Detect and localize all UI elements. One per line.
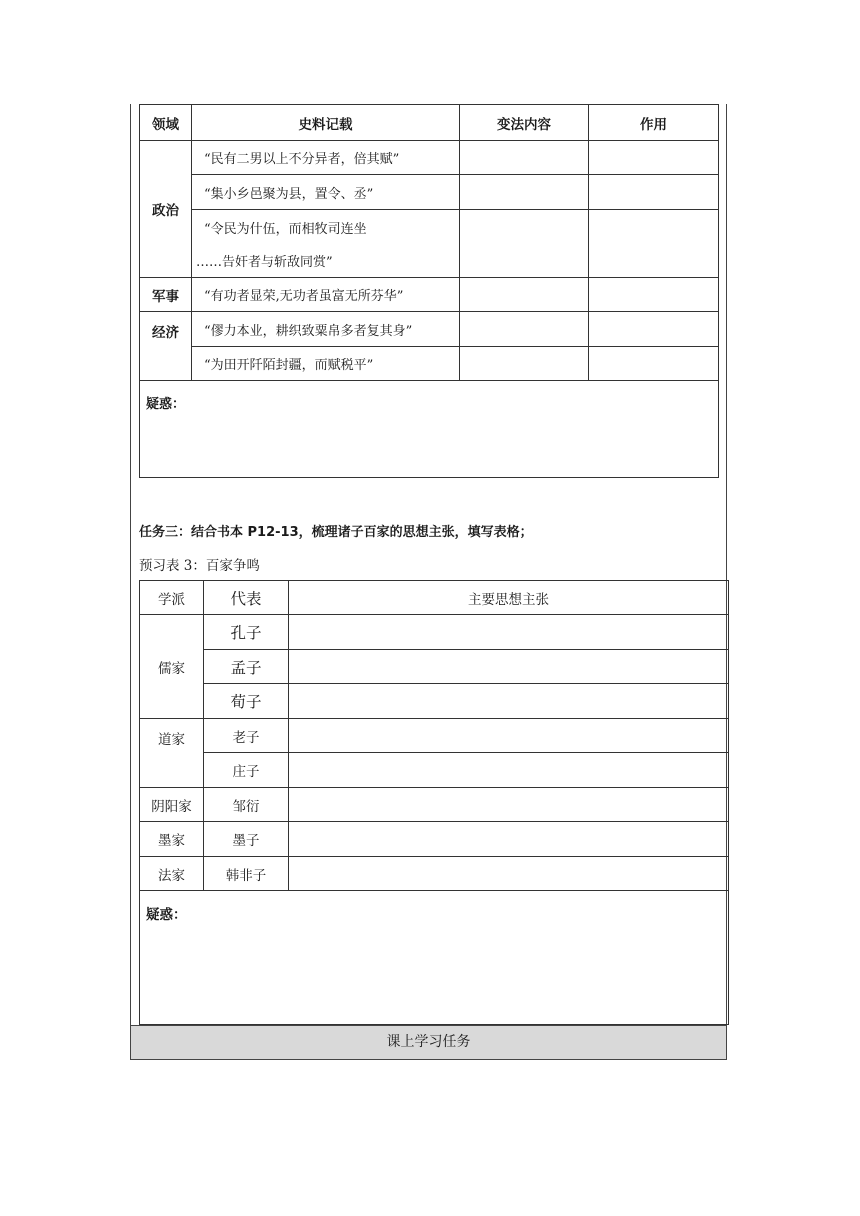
reform-content-cell[interactable]	[460, 175, 589, 210]
header-effect: 作用	[589, 105, 719, 141]
header-reform-content: 变法内容	[460, 105, 589, 141]
ideas-cell[interactable]	[289, 719, 729, 753]
record-economy-2: “为田开阡陌封疆，而赋税平”	[192, 347, 460, 381]
doubt-label: 疑惑：	[146, 397, 186, 412]
ideas-cell[interactable]	[289, 822, 729, 857]
header-school: 学派	[140, 581, 204, 615]
school-mohist: 墨家	[140, 822, 204, 857]
header-main-ideas: 主要思想主张	[289, 581, 729, 615]
rep-mozi: 墨子	[204, 822, 289, 857]
reform-content-cell[interactable]	[460, 141, 589, 175]
rep-kongzi: 孔子	[204, 615, 289, 650]
record-politics-3	[192, 210, 460, 278]
table-caption: 预习表 3：百家争鸣	[139, 558, 260, 574]
effect-cell[interactable]	[589, 210, 719, 278]
ideas-cell[interactable]	[289, 753, 729, 788]
effect-cell[interactable]	[589, 141, 719, 175]
record-military-1: “有功者显荣,无功者虽富无所芬华”	[192, 278, 460, 312]
reform-table	[139, 104, 719, 478]
rep-zhuangzi: 庄子	[204, 753, 289, 788]
doubt-field-1[interactable]	[140, 381, 719, 478]
section-politics: 政治	[140, 141, 192, 278]
effect-cell[interactable]	[589, 347, 719, 381]
school-legalist: 法家	[140, 857, 204, 891]
rep-zouyan: 邹衍	[204, 788, 289, 822]
header-representative: 代表	[204, 581, 289, 615]
ideas-cell[interactable]	[289, 684, 729, 719]
header-domain: 领域	[140, 105, 192, 141]
ideas-cell[interactable]	[289, 857, 729, 891]
rep-xunzi: 荀子	[204, 684, 289, 719]
header-records: 史料记载	[192, 105, 460, 141]
ideas-cell[interactable]	[289, 615, 729, 650]
section-military: 军事	[140, 278, 192, 312]
reform-content-cell[interactable]	[460, 278, 589, 312]
reform-content-cell[interactable]	[460, 210, 589, 278]
record-economy-1: “僇力本业，耕织致粟帛多者复其身”	[192, 312, 460, 347]
section-economy: 经济	[140, 312, 192, 381]
schools-table	[139, 580, 729, 1025]
doubt-label: 疑惑：	[146, 907, 187, 923]
reform-content-cell[interactable]	[460, 347, 589, 381]
record-politics-1: “民有二男以上不分异者，倍其赋”	[192, 141, 460, 175]
effect-cell[interactable]	[589, 175, 719, 210]
rep-laozi: 老子	[204, 719, 289, 753]
rep-hanfeizi: 韩非子	[204, 857, 289, 891]
record-politics-2: “集小乡邑聚为县，置令、丞”	[192, 175, 460, 210]
school-confucian: 儒家	[140, 615, 204, 719]
rep-mengzi: 孟子	[204, 650, 289, 684]
effect-cell[interactable]	[589, 278, 719, 312]
ideas-cell[interactable]	[289, 650, 729, 684]
ideas-cell[interactable]	[289, 788, 729, 822]
school-taoist: 道家	[140, 719, 204, 788]
in-class-task-banner: 课上学习任务	[130, 1025, 727, 1060]
record-politics-3-line2: ……告奸者与斩敌同赏”	[196, 254, 333, 270]
reform-content-cell[interactable]	[460, 312, 589, 347]
doubt-field-2[interactable]	[140, 891, 729, 1025]
effect-cell[interactable]	[589, 312, 719, 347]
task-three-heading: 任务三：结合书本 P12-13，梳理诸子百家的思想主张，填写表格；	[139, 525, 533, 540]
school-yinyang: 阴阳家	[140, 788, 204, 822]
record-politics-3-line1: “令民为什伍，而相牧司连坐	[204, 221, 367, 237]
